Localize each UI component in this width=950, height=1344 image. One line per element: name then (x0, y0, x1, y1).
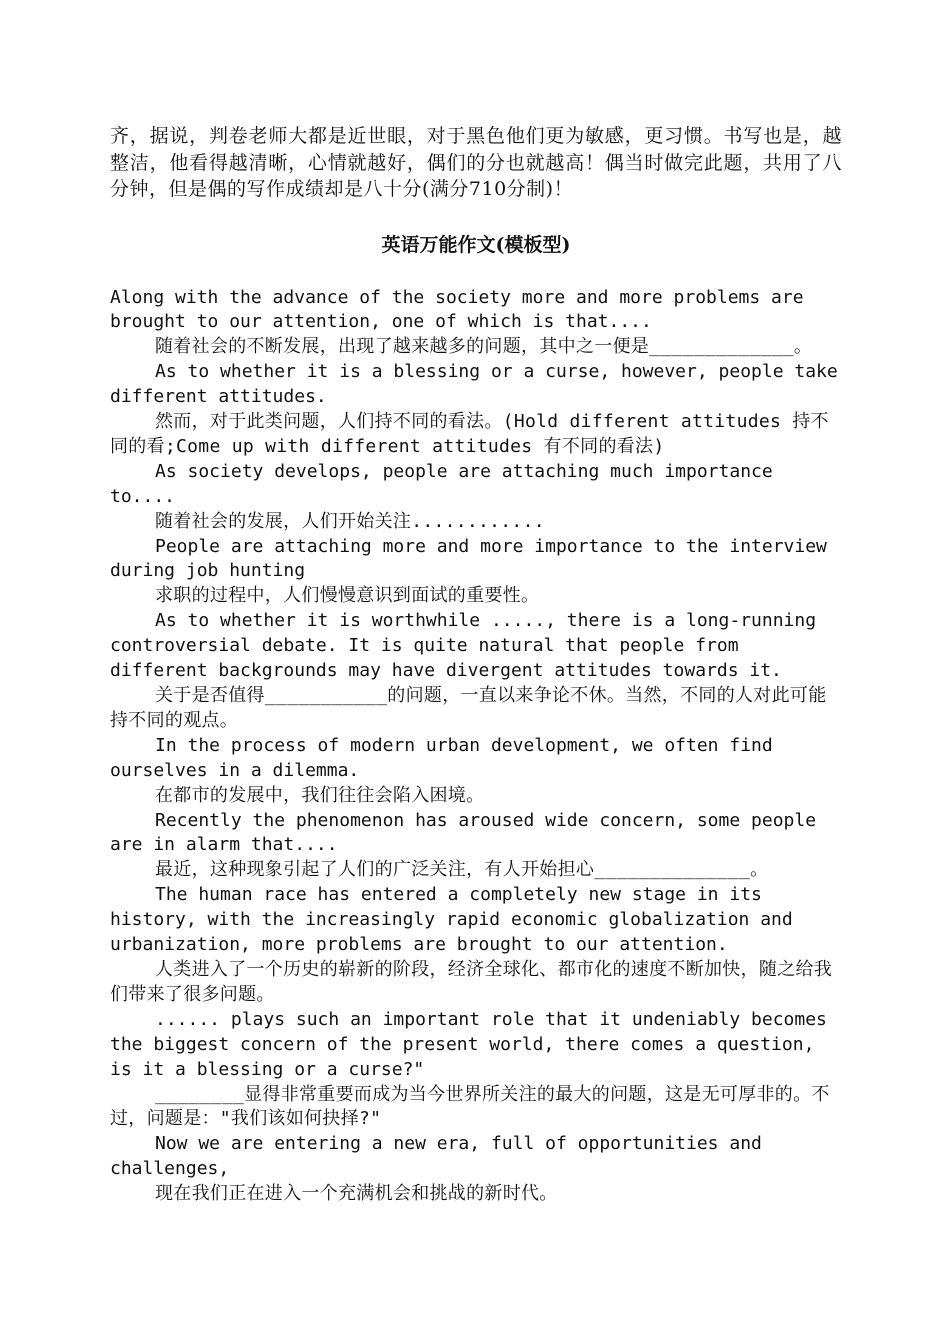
section-title: 英语万能作文(模板型) (381, 233, 571, 256)
template-line-en: Along with the advance of the society more and more problems are brought to our attention, one of which is that.... (110, 286, 815, 333)
template-line-cn: 然而，对于此类问题，人们持不同的看法。(Hold different attitudes 持不同的看;Come up with different attitudes 有不同的看法) (110, 411, 829, 457)
template-line-cn: 现在我们正在进入一个充满机会和挑战的新时代。 (155, 1183, 558, 1205)
template-line-cn: 关于是否值得___________的问题，一直以来争论不休。当然，不同的人对此可能持不同的观点。 (110, 685, 827, 731)
template-line-en: As to whether it is worthwhile ....., there is a long-running controversial debate. It is quite natural that people from different backgrounds may have divergent attitudes towards it. (110, 610, 827, 682)
template-line-cn: 随着社会的不断发展，出现了越来越多的问题，其中之一便是_____________。 (155, 336, 813, 358)
template-lines (110, 286, 849, 1208)
template-line-cn: 人类进入了一个历史的崭新的阶段，经济全球化、都市化的速度不断加快，随之给我们带来了很多问题。 (110, 958, 833, 1005)
template-line-en: As to whether it is a blessing or a curse, however, people take different attitudes. (110, 361, 849, 408)
template-line-cn: 最近，这种现象引起了人们的广泛关注，有人开始担心______________。 (155, 859, 769, 881)
template-line-en: As society develops, people are attaching much importance to.... (110, 460, 784, 507)
template-line-en: In the process of modern urban development, we often find ourselves in a dilemma. (110, 734, 784, 781)
template-line-cn: 在都市的发展中，我们往往会陷入困境。 (155, 784, 485, 806)
template-line-en: People are attaching more and more importance to the interview during job hunting (110, 535, 838, 582)
template-line-en: Recently the phenomenon has aroused wide concern, some people are in alarm that.... (110, 809, 827, 856)
template-line-cn: ________显得非常重要而成为当今世界所关注的最大的问题，这是无可厚非的。不过，问题是："我们该如何抉择?" (110, 1083, 830, 1130)
intro-paragraph: 齐，据说，判卷老师大都是近世眼，对于黑色他们更为敏感，更习惯。书写也是，越整洁，他看得越清晰，心情就越好，偶们的分也就越高！偶当时做完此题，共用了八分钟，但是偶的写作成绩却是八十分(满分710分制)！ (110, 125, 842, 200)
template-line-en: ...... plays such an important role that it undeniably becomes the biggest concern of the present world, there comes a question, is it a blessing or a curse?" (110, 1008, 838, 1080)
template-line-cn: 随着社会的发展，人们开始关注............ (155, 510, 545, 532)
template-line-en: Now we are entering a new era, full of opportunities and challenges, (110, 1133, 773, 1180)
document-page (110, 123, 849, 1207)
template-line-en: The human race has entered a completely new stage in its history, with the increasingly rapid economic globalization and urbanization, more problems are brought to our attention. (110, 884, 804, 956)
template-line-cn: 求职的过程中，人们慢慢意识到面试的重要性。 (155, 585, 540, 607)
